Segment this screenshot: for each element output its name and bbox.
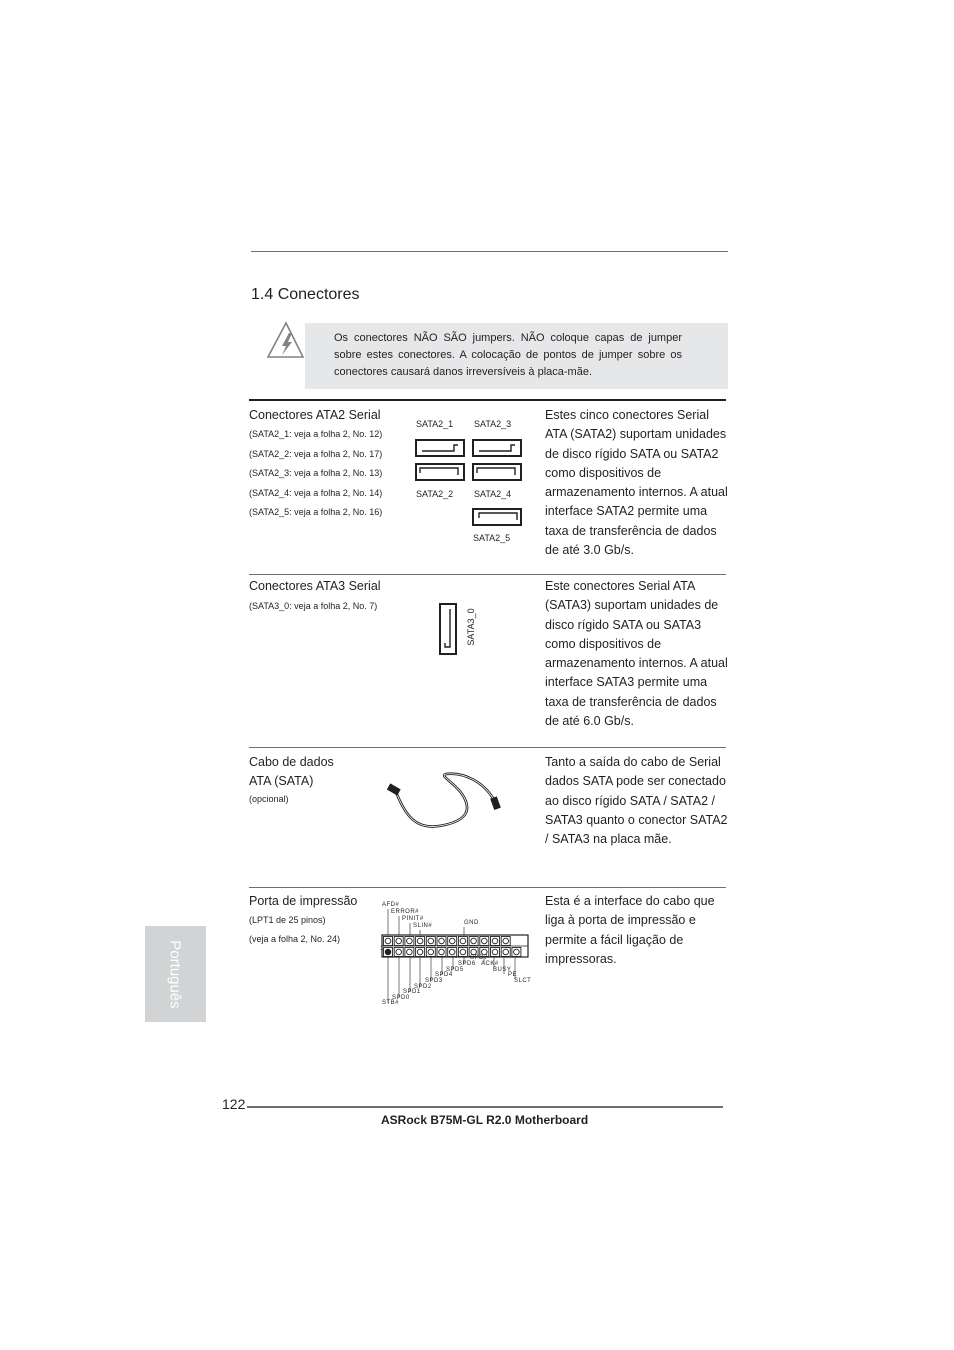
warning-icon [265, 321, 305, 359]
row-divider-3 [249, 887, 726, 888]
row-divider-2 [249, 747, 726, 748]
sata3-label: Conectores ATA3 Serial [249, 579, 381, 593]
cable-note: (opcional) [249, 794, 289, 804]
sata2-3-connector [473, 440, 521, 456]
lpt-pins: (LPT1 de 25 pinos) [249, 915, 326, 925]
lpt-sig-gnd: GND [464, 920, 479, 926]
sata3-port-label: SATA3_0 [466, 608, 476, 646]
sata2-refs [249, 425, 382, 523]
sata3-ref: (SATA3_0: veja a folha 2, No. 7) [249, 601, 378, 611]
sata2-ref-1: (SATA2_1: veja a folha 2, No. 12) [249, 429, 383, 439]
cable-description: Tanto a saída do cabo de Serial dados SATA pode ser conectado ao disco rígido SATA / SATA2 / SATA3 quanto o conector SATA2 / SATA3 na placa mãe. [545, 755, 728, 847]
lpt-sig-spd1: SPD1 [403, 989, 421, 995]
lpt-sig-afd: AFD# [382, 902, 400, 908]
sata2-3-label: SATA2_3 [474, 419, 512, 429]
lpt-sig-pe: PE [508, 972, 518, 978]
lpt-sig-slin: SLIN# [413, 923, 433, 929]
table-top-rule [249, 399, 726, 401]
lpt-sig-spd2: SPD2 [414, 984, 432, 990]
lpt-sig-spd4: SPD4 [435, 972, 453, 978]
sata2-ref-4: (SATA2_4: veja a folha 2, No. 14) [249, 487, 383, 498]
cable-label-line2: ATA (SATA) [249, 774, 314, 788]
lpt-sig-error: ERROR# [391, 909, 420, 915]
cable-label-line1: Cabo de dados [249, 755, 334, 769]
sata3-description: Este conectores Serial ATA (SATA3) suportam unidades de disco rígido SATA ou SATA3 como dispositivos de armazenamento internos. A atual interface SATA3 permite uma taxa de transferência de dados de até 6.0 Gb/s. [545, 579, 728, 729]
language-tab-label [145, 926, 206, 1022]
row-divider-1 [249, 574, 726, 575]
lpt-sig-ack: ACK# [481, 961, 499, 967]
section-title: 1.4 Conectores [251, 286, 360, 303]
lpt-sig-slct: SLCT [514, 978, 532, 984]
lpt-description: Esta é a interface do cabo que liga à porta de impressão e permite a fácil ligação de impressoras. [545, 894, 715, 966]
lpt-sig-spd0: SPD0 [392, 995, 410, 1001]
sata2-5-label: SATA2_5 [473, 533, 511, 543]
language-tab-text: Português [167, 939, 185, 1009]
lpt-sig-spd5: SPD5 [446, 967, 464, 973]
sata2-1-label: SATA2_1 [416, 419, 454, 429]
sata2-ref-5: (SATA2_5: veja a folha 2, No. 16) [249, 507, 383, 517]
sata2-ref-3: (SATA2_3: veja a folha 2, No. 13) [249, 468, 383, 478]
page-number: 122 [222, 1096, 246, 1112]
lpt-leader-lines [380, 905, 530, 1005]
lpt-ref: (veja a folha 2, No. 24) [249, 934, 341, 944]
sata2-4-connector [473, 464, 521, 480]
warning-text: Os conectores NÃO SÃO jumpers. NÃO coloque capas de jumper sobre estes conectores. A colocação de pontos de jumper sobre os conectores causará danos irreversíveis à placa-mãe. [334, 332, 682, 378]
sata2-1-connector [416, 440, 464, 456]
lpt-sig-spd7: SPD7 [470, 955, 488, 961]
sata2-5-connector [473, 509, 521, 525]
footer-rule [247, 1106, 723, 1108]
cable-label [249, 753, 334, 791]
sata2-connectors-diagram [414, 438, 524, 528]
sata3-connector-diagram [438, 602, 458, 656]
lpt-sig-stb: STB# [382, 1000, 400, 1006]
lpt-sig-pin1: 1 [380, 946, 384, 952]
footer-product: ASRock B75M-GL R2.0 Motherboard [381, 1113, 589, 1127]
lpt-sig-busy: BUSY [493, 967, 512, 973]
sata-cable-illustration [384, 772, 514, 832]
sata2-label: Conectores ATA2 Serial [249, 408, 381, 422]
header-rule [251, 251, 728, 252]
sata2-ref-2: (SATA2_2: veja a folha 2, No. 17) [249, 448, 383, 459]
sata2-description: Estes cinco conectores Serial ATA (SATA2) suportam unidades de disco rígido SATA ou SATA2 como dispositivos de armazenamento internos. A atual interface SATA2 permite uma taxa de transferência de dados de até 3.0 Gb/s. [545, 408, 728, 558]
lpt-sig-pinit: PINIT# [402, 916, 424, 922]
lpt-sig-spd3: SPD3 [425, 978, 443, 984]
sata2-4-label: SATA2_4 [474, 489, 512, 499]
lpt-label: Porta de impressão [249, 894, 358, 908]
sata2-2-connector [416, 464, 464, 480]
lpt-sig-spd6: SPD6 [458, 961, 476, 967]
sata2-2-label: SATA2_2 [416, 489, 454, 499]
